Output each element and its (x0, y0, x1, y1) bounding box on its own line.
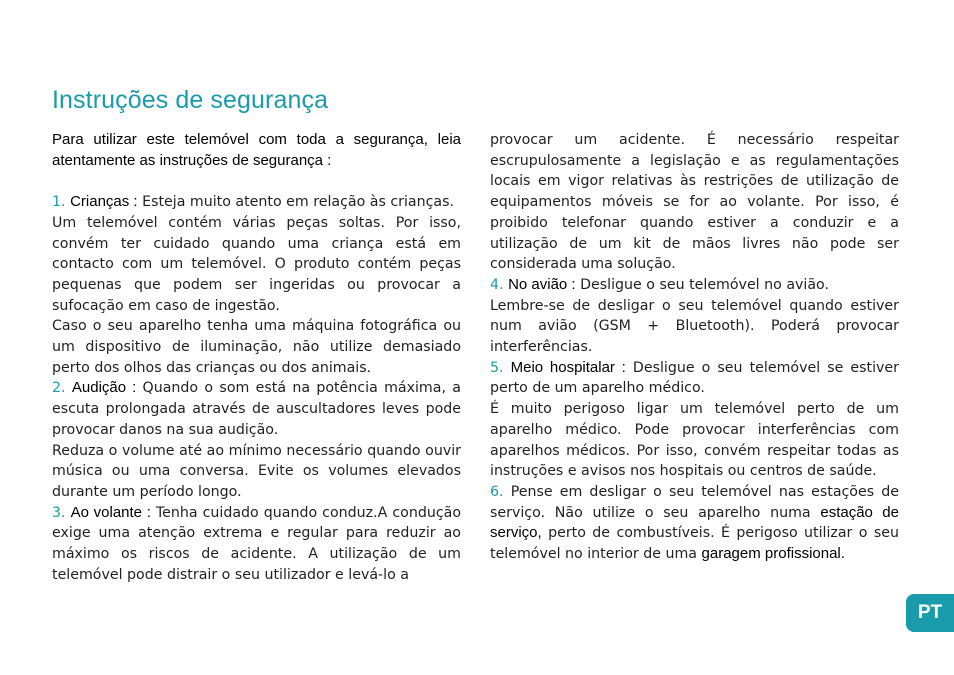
paragraph: Caso o seu aparelho tenha uma máquina fotográfica ou um dispositivo de iluminação, não utilize demasiado perto dos olhos das crianças ou dos animais. (52, 318, 461, 376)
section-children (52, 192, 461, 213)
section-hearing (52, 378, 461, 440)
section-text: perto de combustíveis. É perigoso utilizar o seu telemóvel no interior de uma (490, 525, 899, 563)
paragraph: Lembre-se de desligar o seu telemóvel quando estiver num avião (GSM + Bluetooth). Poderá provocar interferências. (490, 297, 899, 356)
section-lead: Desligue o seu telemóvel se estiver perto de um aparelho médico. (490, 359, 899, 397)
section-number: 4. (490, 276, 504, 293)
section-heading: Crianças : (70, 193, 138, 211)
section-number: 5. (490, 359, 504, 376)
paragraph: provocar um acidente. É necessário respeitar escrupulosamente a legislação e as regulamentações locais em vigor relativas às restrições de utilização de equipamentos móveis se for ao volante. Por isso, é proibido telefonar quando estiver a conduzir e a utilização de um kit de mãos livres não pode ser considerada uma solução. (490, 132, 899, 273)
right-column (490, 130, 899, 565)
section-number: 6. (490, 483, 504, 500)
section-heading: No avião : (508, 275, 576, 293)
section-hospital (490, 358, 899, 399)
language-badge: PT (906, 594, 954, 632)
paragraph: Reduza o volume até ao mínimo necessário quando ouvir música ou uma conversa. Evite os volumes elevados durante um período longo. (52, 442, 461, 500)
section-service-station (490, 482, 899, 565)
section-airplane (490, 275, 899, 296)
section-heading: Audição : (71, 379, 137, 397)
section-heading: Ao volante : (70, 503, 151, 521)
section-lead: Desligue o seu telemóvel no avião. (575, 276, 829, 293)
section-number: 1. (52, 194, 66, 211)
section-lead: Tenha cuidado quando conduz.A condução exige uma atenção extrema e regular para reduzir ao máximo os riscos de acidente. A utilização de um telemóvel pode distrair o seu utilizador e levá-lo a (52, 504, 461, 583)
section-lead: Esteja muito atento em relação às crianças. (137, 194, 455, 211)
section-driving (52, 503, 461, 586)
section-number: 3. (52, 504, 66, 521)
paragraph: É muito perigoso ligar um telemóvel perto de um aparelho médico. Pode provocar interferências com aparelhos médicos. Por isso, convém respeitar todas as instruções e avisos nos hospitais ou centros de saúde. (490, 401, 899, 480)
section-number: 2. (52, 380, 66, 397)
paragraph: Um telemóvel contém várias peças soltas. Por isso, convém ter cuidado quando uma criança está em contacto com um telemóvel. O produto contém peças pequenas que podem ser ingeridas ou provocar a sufocação em caso de ingestão. (52, 214, 461, 314)
spacer (52, 171, 461, 192)
page-title: Instruções de segurança (52, 86, 329, 114)
section-text: Pense em desligar o seu telemóvel nas estações de serviço. Não utilize o seu aparelho numa (490, 483, 899, 521)
section-heading: Meio hospitalar : (510, 358, 626, 376)
section-lead: Quando o som está na potência máxima, a escuta prolongada através de auscultadores leves pode provocar danos na sua audição. (52, 380, 461, 438)
emphasis: garagem profissional. (701, 545, 845, 563)
left-column (52, 130, 461, 585)
emphasis: estação de serviço, (490, 503, 899, 542)
intro-text: Para utilizar este telemóvel com toda a segurança, leia atentamente as instruções de segurança : (52, 131, 461, 169)
